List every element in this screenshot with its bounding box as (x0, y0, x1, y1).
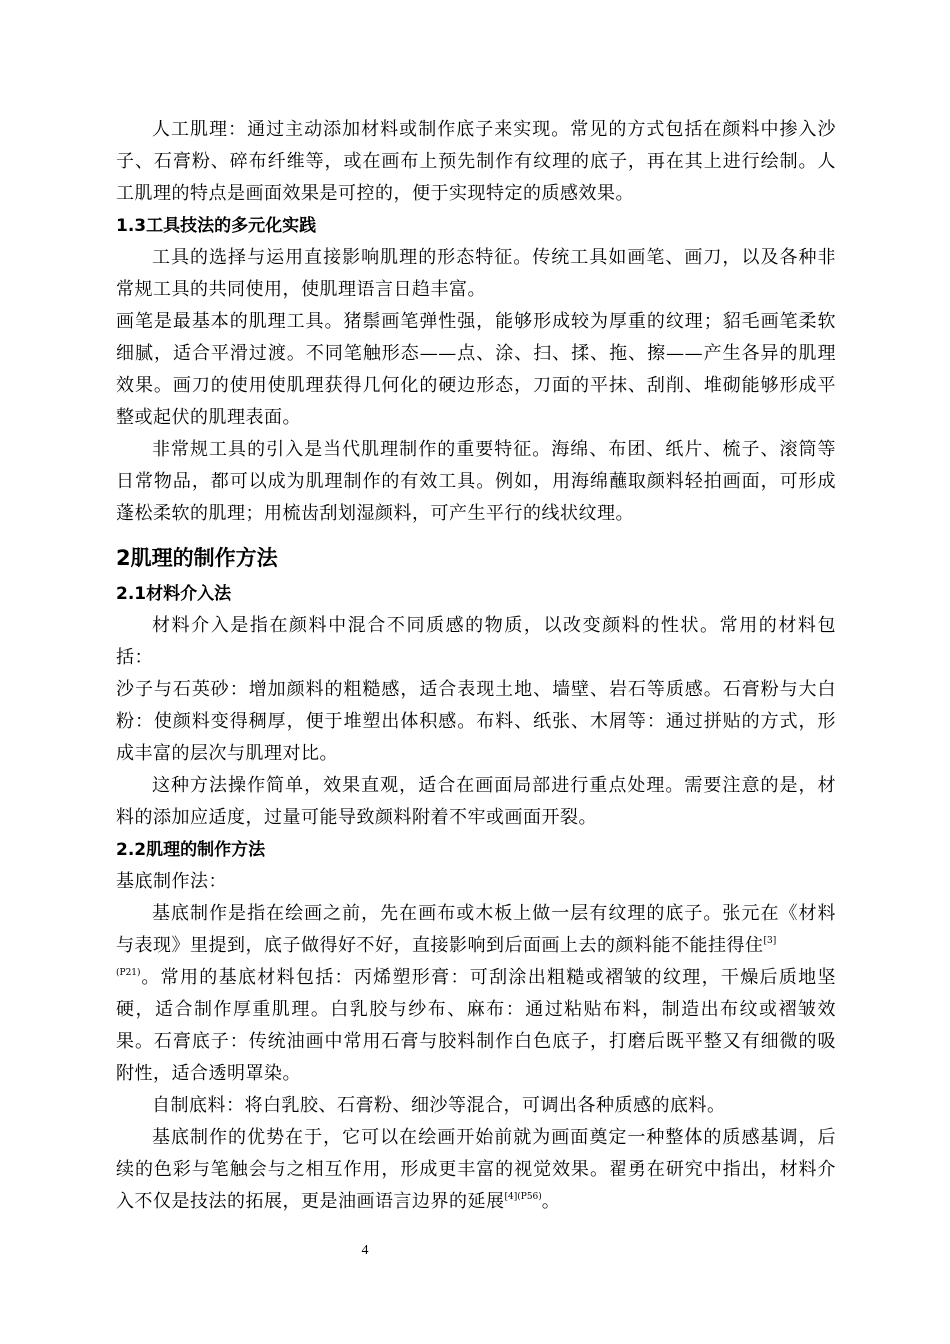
ground-text-a: 基底制作是指在绘画之前，先在画布或木板上做一层有纹理的底子。张元在《材料与表现》里提到，底子做得好不好，直接影响到后面画上去的颜料能不能挂得住 (116, 903, 836, 956)
heading-2: 2肌理的制作方法 (116, 546, 278, 570)
citation-3: [3] (763, 936, 777, 946)
paragraph-material-intro: 材料介入是指在颜料中混合不同质感的物质，以改变颜料的性状。常用的材料包括： (116, 615, 836, 668)
advantage-end: 。 (541, 1191, 561, 1212)
ground-text-b: 。常用的基底材料包括：丙烯塑形膏：可刮涂出粗糙或褶皱的纹理，干燥后质地坚硬，适合制作厚重肌理。白乳胶与纱布、麻布：通过粘贴布料，制造出布纹或褶皱效果。石膏底子：传统油画中常用石膏与胶料制作白色底子，打磨后既平整又有细微的吸附性，适合透明罩染。 (116, 967, 836, 1084)
paragraph-artificial-texture: 人工肌理：通过主动添加材料或制作底子来实现。常见的方式包括在颜料中掺入沙子、石膏粉、碎布纤维等，或在画布上预先制作有纹理的底子，再在其上进行绘制。人工肌理的特点是画面效果是可控的，便于实现特定的质感效果。 (116, 119, 836, 204)
document-body (116, 114, 836, 1218)
paragraph-ground-advantage (116, 1122, 836, 1218)
paragraph-brush: 画笔是最基本的肌理工具。猪鬃画笔弹性强，能够形成较为厚重的纹理；貂毛画笔柔软细腻，适合平滑过渡。不同笔触形态——点、涂、扫、揉、拖、擦——产生各异的肌理效果。画刀的使用使肌理获得几何化的硬边形态，刀面的平抹、刮削、堆砌能够形成平整或起伏的肌理表面。 (116, 311, 836, 428)
paragraph-ground-label: 基底制作法： (116, 871, 227, 892)
paragraph-material-list: 沙子与石英砂：增加颜料的粗糙感，适合表现土地、墙壁、岩石等质感。石膏粉与大白粉：使颜料变得稠厚，便于堆塑出体积感。布料、纸张、木屑等：通过拼贴的方式，形成丰富的层次与肌理对比。 (116, 679, 836, 764)
heading-2-2: 2.2肌理的制作方法 (116, 840, 266, 860)
heading-1-3: 1.3工具技法的多元化实践 (116, 216, 317, 236)
paragraph-material-note: 这种方法操作简单，效果直观，适合在画面局部进行重点处理。需要注意的是，材料的添加应适度，过量可能导致颜料附着不牢或画面开裂。 (116, 775, 836, 828)
citation-4: [4](P56) (504, 1192, 542, 1202)
paragraph-ground-making (116, 898, 836, 1090)
paragraph-selfmade-ground: 自制底料：将白乳胶、石膏粉、细沙等混合，可调出各种质感的底料。 (152, 1095, 726, 1116)
paragraph-unconventional-tools: 非常规工具的引入是当代肌理制作的重要特征。海绵、布团、纸片、梳子、滚筒等日常物品，都可以成为肌理制作的有效工具。例如，用海绵蘸取颜料轻拍画面，可形成蓬松柔软的肌理；用梳齿刮划湿颜料，可产生平行的线状纹理。 (116, 439, 836, 524)
advantage-text: 基底制作的优势在于，它可以在绘画开始前就为画面奠定一种整体的质感基调，后续的色彩与笔触会与之相互作用，形成更丰富的视觉效果。翟勇在研究中指出，材料介入不仅是技法的拓展，更是油画语言边界的延展 (116, 1127, 836, 1212)
heading-2-1: 2.1材料介入法 (116, 584, 232, 604)
citation-3-page: (P21) (116, 968, 141, 978)
page-number: 4 (361, 1243, 369, 1258)
paragraph-tools: 工具的选择与运用直接影响肌理的形态特征。传统工具如画笔、画刀，以及各种非常规工具的共同使用，使肌理语言日趋丰富。 (116, 247, 836, 300)
